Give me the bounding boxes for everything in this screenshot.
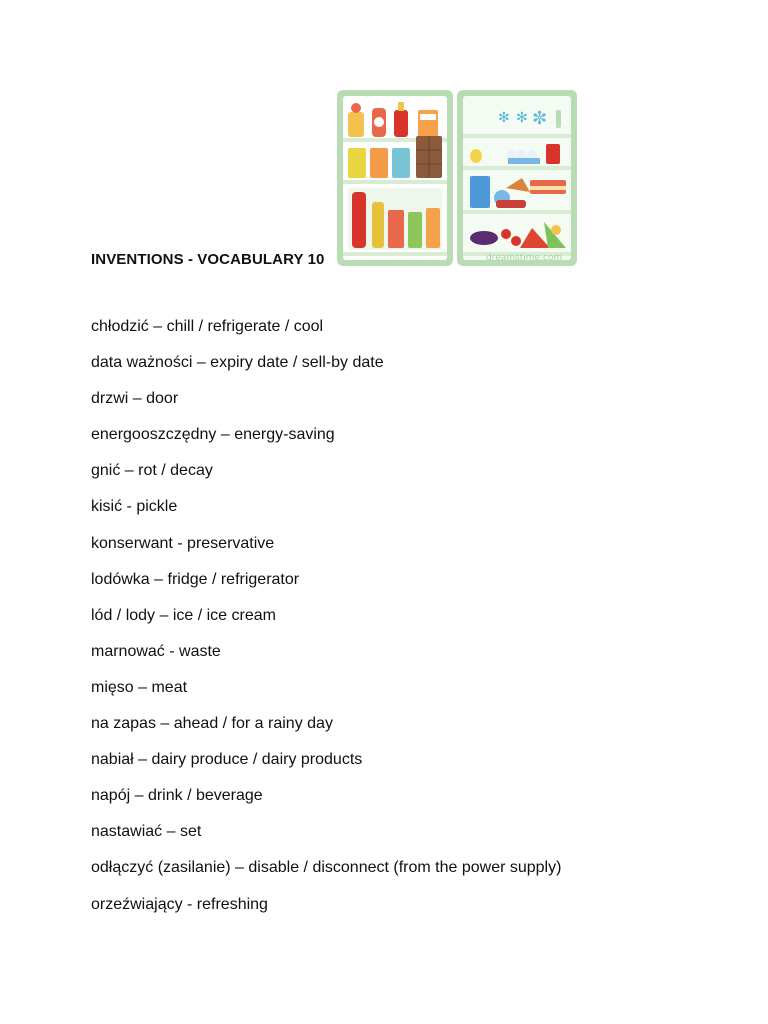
vocabulary-item: chłodzić – chill / refrigerate / cool bbox=[91, 318, 324, 335]
fridge-illustration bbox=[336, 88, 580, 268]
vocabulary-item: marnować - waste bbox=[91, 642, 221, 660]
vocabulary-item: lód / lody – ice / ice cream bbox=[91, 606, 276, 624]
vocabulary-item: lodówka – fridge / refrigerator bbox=[91, 570, 300, 588]
watermark: dreamstime.com bbox=[486, 253, 563, 263]
open-fridge-icon bbox=[336, 88, 580, 268]
vocabulary-item: napój – drink / beverage bbox=[91, 787, 263, 805]
vocabulary-item: drzwi – door bbox=[91, 390, 179, 408]
vocabulary-item: gnić – rot / decay bbox=[91, 462, 213, 480]
vocabulary-item: odłączyć (zasilanie) – disable / disconnect (from the power supply) bbox=[91, 859, 562, 877]
vocabulary-item: mięso – meat bbox=[91, 678, 188, 696]
vocabulary-item: kisić - pickle bbox=[91, 498, 178, 516]
vocabulary-item: na zapas – ahead / for a rainy day bbox=[91, 715, 333, 733]
svg-text:✼: ✼ bbox=[532, 108, 548, 129]
vocabulary-item: nabiał – dairy produce / dairy products bbox=[91, 751, 363, 769]
svg-text:✻: ✻ bbox=[498, 110, 510, 126]
vocabulary-item: orzeźwiający - refreshing bbox=[91, 895, 268, 913]
svg-text:✻: ✻ bbox=[516, 110, 528, 126]
vocabulary-item: data ważności – expiry date / sell-by date bbox=[91, 354, 384, 372]
vocabulary-list bbox=[91, 317, 561, 931]
vocabulary-item: konserwant - preservative bbox=[91, 534, 275, 552]
vocabulary-item: energooszczędny – energy-saving bbox=[91, 426, 335, 444]
document-title: INVENTIONS - VOCABULARY 10 bbox=[91, 251, 325, 268]
vocabulary-item: nastawiać – set bbox=[91, 823, 202, 841]
